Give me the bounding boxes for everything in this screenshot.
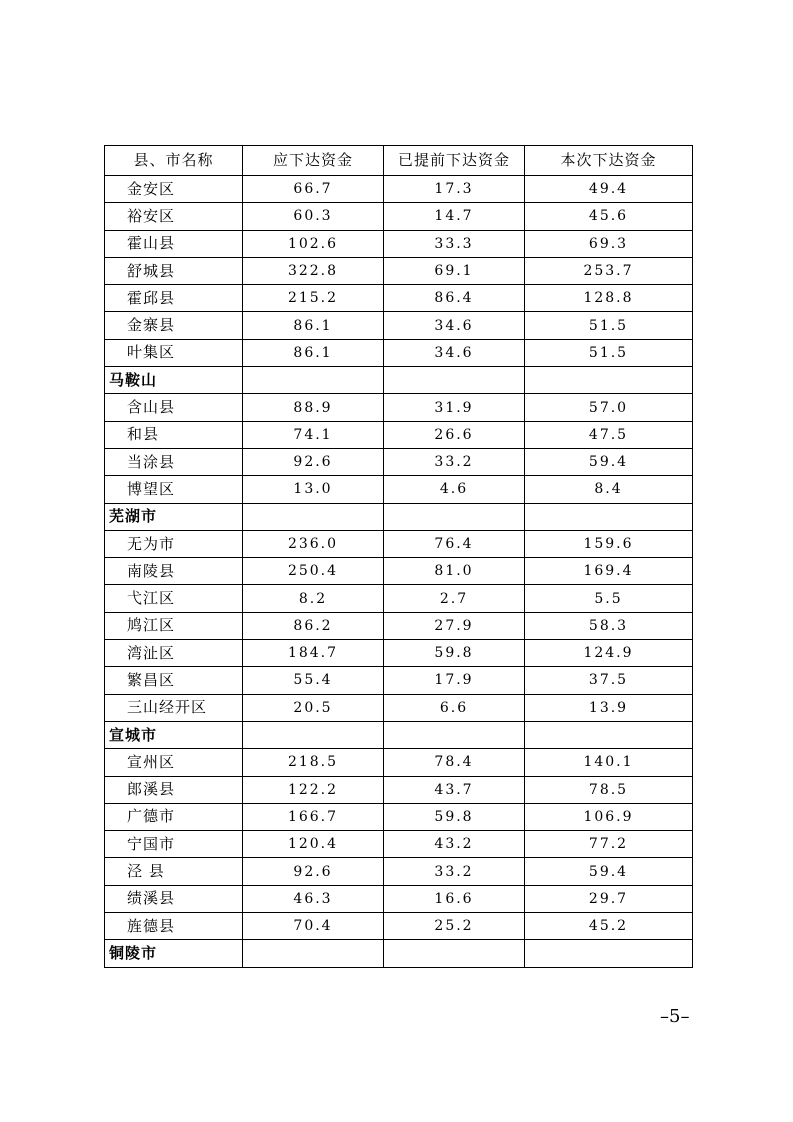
table-body [105, 176, 693, 968]
table-group-row [105, 940, 693, 967]
cell-current-funds: 58.3 [525, 612, 693, 639]
cell-due-funds [243, 721, 384, 748]
table-row [105, 203, 693, 230]
header-advanced-funds: 已提前下达资金 [384, 146, 525, 176]
cell-due-funds [243, 940, 384, 967]
cell-current-funds: 128.8 [525, 285, 693, 312]
table-row [105, 694, 693, 721]
table-row [105, 749, 693, 776]
table-row [105, 176, 693, 203]
header-current-funds: 本次下达资金 [525, 146, 693, 176]
cell-due-funds: 88.9 [243, 394, 384, 421]
cell-advanced-funds: 59.8 [384, 640, 525, 667]
cell-current-funds: 253.7 [525, 257, 693, 284]
cell-current-funds: 69.3 [525, 230, 693, 257]
cell-due-funds: 8.2 [243, 585, 384, 612]
cell-current-funds: 29.7 [525, 885, 693, 912]
cell-advanced-funds: 4.6 [384, 476, 525, 503]
cell-advanced-funds: 31.9 [384, 394, 525, 421]
cell-county-name: 郎溪县 [105, 776, 243, 803]
cell-county-name: 南陵县 [105, 558, 243, 585]
table-row [105, 612, 693, 639]
cell-due-funds: 46.3 [243, 885, 384, 912]
cell-advanced-funds: 16.6 [384, 885, 525, 912]
cell-advanced-funds: 43.2 [384, 831, 525, 858]
cell-county-name: 裕安区 [105, 203, 243, 230]
cell-due-funds: 102.6 [243, 230, 384, 257]
cell-county-name: 广德市 [105, 803, 243, 830]
cell-due-funds: 166.7 [243, 803, 384, 830]
cell-current-funds [525, 503, 693, 530]
table-row [105, 448, 693, 475]
header-county-name: 县、市名称 [105, 146, 243, 176]
cell-due-funds: 250.4 [243, 558, 384, 585]
cell-current-funds: 59.4 [525, 858, 693, 885]
table-row [105, 421, 693, 448]
table-row [105, 776, 693, 803]
cell-advanced-funds: 34.6 [384, 312, 525, 339]
cell-due-funds: 20.5 [243, 694, 384, 721]
table-row [105, 257, 693, 284]
cell-advanced-funds: 59.8 [384, 803, 525, 830]
table-row [105, 285, 693, 312]
cell-county-name: 绩溪县 [105, 885, 243, 912]
cell-advanced-funds [384, 503, 525, 530]
table-row [105, 530, 693, 557]
cell-current-funds: 124.9 [525, 640, 693, 667]
cell-due-funds: 218.5 [243, 749, 384, 776]
cell-advanced-funds: 33.2 [384, 448, 525, 475]
cell-county-name: 芜湖市 [105, 503, 243, 530]
cell-due-funds [243, 367, 384, 394]
cell-due-funds: 60.3 [243, 203, 384, 230]
cell-county-name: 旌德县 [105, 913, 243, 940]
table-row [105, 831, 693, 858]
cell-current-funds: 169.4 [525, 558, 693, 585]
cell-advanced-funds [384, 940, 525, 967]
cell-current-funds: 37.5 [525, 667, 693, 694]
cell-current-funds: 51.5 [525, 339, 693, 366]
cell-county-name: 宣城市 [105, 721, 243, 748]
cell-county-name: 铜陵市 [105, 940, 243, 967]
table-row [105, 667, 693, 694]
cell-current-funds: 45.2 [525, 913, 693, 940]
cell-advanced-funds: 6.6 [384, 694, 525, 721]
cell-current-funds [525, 721, 693, 748]
cell-advanced-funds: 2.7 [384, 585, 525, 612]
cell-county-name: 含山县 [105, 394, 243, 421]
cell-current-funds: 47.5 [525, 421, 693, 448]
cell-county-name: 霍山县 [105, 230, 243, 257]
cell-due-funds: 92.6 [243, 858, 384, 885]
cell-county-name: 宣州区 [105, 749, 243, 776]
cell-advanced-funds: 17.3 [384, 176, 525, 203]
cell-current-funds: 8.4 [525, 476, 693, 503]
cell-due-funds: 86.2 [243, 612, 384, 639]
cell-advanced-funds: 76.4 [384, 530, 525, 557]
cell-advanced-funds: 81.0 [384, 558, 525, 585]
cell-county-name: 金寨县 [105, 312, 243, 339]
table-group-row [105, 721, 693, 748]
cell-due-funds: 13.0 [243, 476, 384, 503]
cell-due-funds: 215.2 [243, 285, 384, 312]
cell-due-funds: 322.8 [243, 257, 384, 284]
cell-county-name: 无为市 [105, 530, 243, 557]
cell-advanced-funds: 27.9 [384, 612, 525, 639]
table-row [105, 394, 693, 421]
cell-current-funds: 57.0 [525, 394, 693, 421]
table-group-row [105, 367, 693, 394]
cell-due-funds: 86.1 [243, 339, 384, 366]
table-row [105, 803, 693, 830]
cell-county-name: 博望区 [105, 476, 243, 503]
cell-county-name: 和县 [105, 421, 243, 448]
cell-advanced-funds: 78.4 [384, 749, 525, 776]
cell-current-funds: 13.9 [525, 694, 693, 721]
cell-advanced-funds: 26.6 [384, 421, 525, 448]
cell-current-funds: 77.2 [525, 831, 693, 858]
table-row [105, 858, 693, 885]
cell-due-funds [243, 503, 384, 530]
cell-due-funds: 66.7 [243, 176, 384, 203]
table-row [105, 885, 693, 912]
cell-current-funds: 5.5 [525, 585, 693, 612]
cell-current-funds: 106.9 [525, 803, 693, 830]
cell-due-funds: 92.6 [243, 448, 384, 475]
table-row [105, 585, 693, 612]
cell-advanced-funds: 34.6 [384, 339, 525, 366]
table-row [105, 476, 693, 503]
cell-county-name: 叶集区 [105, 339, 243, 366]
cell-advanced-funds [384, 367, 525, 394]
table-row [105, 640, 693, 667]
cell-current-funds: 45.6 [525, 203, 693, 230]
cell-advanced-funds [384, 721, 525, 748]
cell-due-funds: 120.4 [243, 831, 384, 858]
cell-advanced-funds: 69.1 [384, 257, 525, 284]
cell-county-name: 金安区 [105, 176, 243, 203]
table-row [105, 230, 693, 257]
cell-county-name: 弋江区 [105, 585, 243, 612]
table-group-row [105, 503, 693, 530]
table-row [105, 913, 693, 940]
cell-current-funds: 49.4 [525, 176, 693, 203]
cell-current-funds: 78.5 [525, 776, 693, 803]
table-row [105, 312, 693, 339]
cell-county-name: 舒城县 [105, 257, 243, 284]
cell-due-funds: 184.7 [243, 640, 384, 667]
cell-advanced-funds: 25.2 [384, 913, 525, 940]
cell-current-funds: 59.4 [525, 448, 693, 475]
cell-due-funds: 74.1 [243, 421, 384, 448]
cell-due-funds: 55.4 [243, 667, 384, 694]
cell-current-funds: 51.5 [525, 312, 693, 339]
header-due-funds: 应下达资金 [243, 146, 384, 176]
cell-county-name: 宁国市 [105, 831, 243, 858]
cell-county-name: 繁昌区 [105, 667, 243, 694]
table-header-row [105, 146, 693, 176]
cell-due-funds: 236.0 [243, 530, 384, 557]
cell-advanced-funds: 33.2 [384, 858, 525, 885]
cell-current-funds [525, 367, 693, 394]
cell-advanced-funds: 17.9 [384, 667, 525, 694]
cell-county-name: 霍邱县 [105, 285, 243, 312]
cell-county-name: 三山经开区 [105, 694, 243, 721]
page-number: –5– [660, 1006, 690, 1027]
cell-due-funds: 122.2 [243, 776, 384, 803]
table-row [105, 558, 693, 585]
cell-current-funds: 159.6 [525, 530, 693, 557]
cell-advanced-funds: 43.7 [384, 776, 525, 803]
cell-county-name: 鸠江区 [105, 612, 243, 639]
cell-county-name: 当涂县 [105, 448, 243, 475]
cell-county-name: 泾 县 [105, 858, 243, 885]
cell-advanced-funds: 33.3 [384, 230, 525, 257]
cell-advanced-funds: 86.4 [384, 285, 525, 312]
cell-county-name: 湾沚区 [105, 640, 243, 667]
cell-advanced-funds: 14.7 [384, 203, 525, 230]
cell-due-funds: 86.1 [243, 312, 384, 339]
cell-current-funds [525, 940, 693, 967]
funds-allocation-table [104, 145, 693, 968]
table-row [105, 339, 693, 366]
cell-current-funds: 140.1 [525, 749, 693, 776]
cell-due-funds: 70.4 [243, 913, 384, 940]
cell-county-name: 马鞍山 [105, 367, 243, 394]
